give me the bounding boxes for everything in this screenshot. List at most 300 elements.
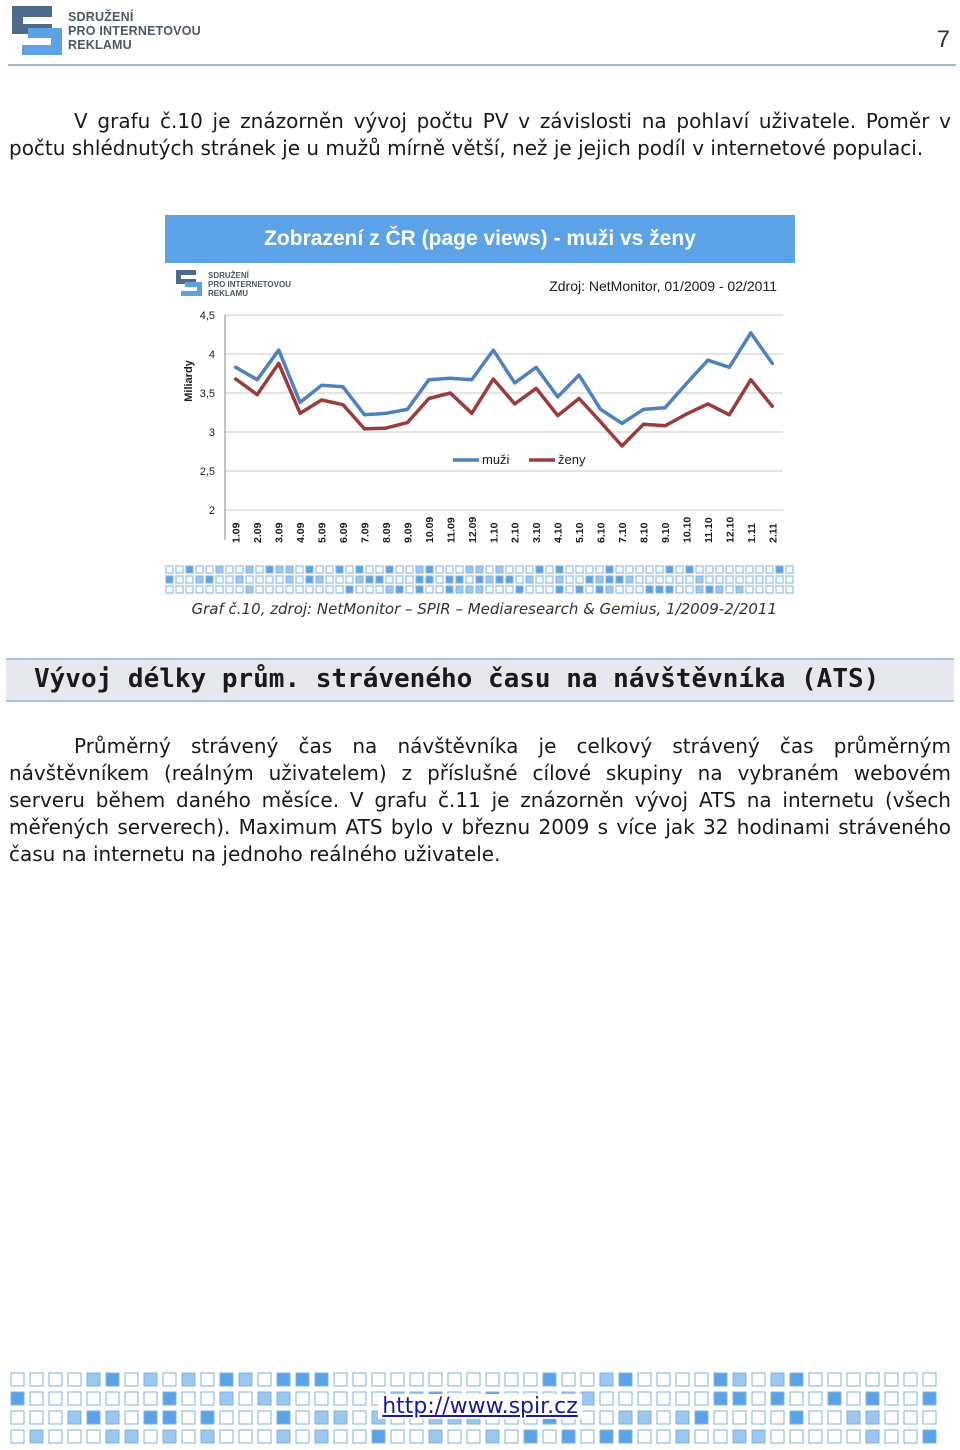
x-tick-label: 7.10	[617, 522, 630, 543]
y-tick-label: 4,5	[199, 310, 215, 322]
pattern-square	[366, 576, 373, 583]
pattern-square	[885, 1430, 898, 1443]
pattern-square	[866, 1373, 879, 1386]
pattern-square	[733, 1373, 746, 1386]
pattern-square	[828, 1373, 841, 1386]
pattern-square	[923, 1373, 936, 1386]
pattern-square	[277, 1430, 290, 1443]
pattern-square	[626, 576, 633, 583]
pattern-square	[226, 566, 233, 573]
pattern-square	[11, 1430, 24, 1443]
pattern-square	[536, 566, 543, 573]
chart-series	[235, 332, 773, 447]
pattern-square	[676, 1373, 689, 1386]
pattern-square	[220, 1373, 233, 1386]
pattern-square	[163, 1430, 176, 1443]
pattern-square	[586, 566, 593, 573]
pattern-square	[566, 586, 573, 593]
data-point	[750, 332, 752, 334]
data-point	[686, 413, 688, 415]
pattern-square	[466, 566, 473, 573]
pattern-square	[646, 586, 653, 593]
x-tick-label: 5.09	[316, 522, 329, 543]
pattern-square	[106, 1430, 119, 1443]
pattern-square	[809, 1373, 822, 1386]
data-point	[578, 398, 580, 400]
pattern-square	[566, 566, 573, 573]
pattern-square	[638, 1430, 651, 1443]
data-point	[428, 398, 430, 400]
data-point	[321, 384, 323, 386]
pattern-square	[676, 576, 683, 583]
pattern-square	[366, 566, 373, 573]
chart-legend	[453, 452, 586, 467]
pattern-square	[506, 586, 513, 593]
x-tick-label: 5.10	[574, 522, 587, 543]
pattern-square	[536, 586, 543, 593]
pattern-square	[396, 576, 403, 583]
data-point	[707, 359, 709, 361]
chart-pattern-decoration	[165, 565, 795, 595]
data-point	[492, 349, 494, 351]
pattern-square	[49, 1373, 62, 1386]
pattern-square	[336, 576, 343, 583]
pattern-square	[736, 566, 743, 573]
data-point	[686, 383, 688, 385]
pattern-square	[296, 1430, 309, 1443]
pattern-square	[756, 586, 763, 593]
data-point	[514, 403, 516, 405]
pattern-square	[616, 566, 623, 573]
pattern-square	[163, 1373, 176, 1386]
data-point	[664, 425, 666, 427]
pattern-square	[576, 566, 583, 573]
pattern-square	[786, 566, 793, 573]
pattern-square	[316, 586, 323, 593]
pattern-square	[246, 566, 253, 573]
pattern-square	[125, 1373, 138, 1386]
data-point	[364, 428, 366, 430]
data-point	[299, 402, 301, 404]
pattern-square	[246, 586, 253, 593]
pattern-square	[526, 566, 533, 573]
data-point	[471, 412, 473, 414]
pattern-square	[776, 576, 783, 583]
pattern-square	[296, 566, 303, 573]
x-tick-label: 11.09	[445, 517, 458, 543]
pattern-square	[776, 586, 783, 593]
data-point	[578, 374, 580, 376]
pattern-square	[546, 566, 553, 573]
pattern-square	[657, 1373, 670, 1386]
pattern-square	[556, 566, 563, 573]
pattern-square	[201, 1373, 214, 1386]
pattern-square	[626, 586, 633, 593]
chart-caption: Graf č.10, zdroj: NetMonitor – SPIR – Mediaresearch & Gemius, 1/2009-2/2011	[191, 600, 777, 618]
pattern-square	[326, 586, 333, 593]
pattern-square	[790, 1373, 803, 1386]
data-point	[600, 421, 602, 423]
pattern-square	[416, 586, 423, 593]
data-point	[643, 409, 645, 411]
pattern-square	[716, 586, 723, 593]
data-point	[492, 378, 494, 380]
pattern-square	[11, 1373, 24, 1386]
pattern-square	[606, 576, 613, 583]
pattern-square	[386, 586, 393, 593]
pattern-square	[562, 1373, 575, 1386]
header-divider	[8, 64, 956, 66]
chart-axes	[200, 310, 780, 543]
data-point	[771, 363, 773, 365]
pattern-square	[386, 576, 393, 583]
pattern-square	[776, 566, 783, 573]
pattern-square	[49, 1430, 62, 1443]
pattern-square	[666, 576, 673, 583]
pattern-square	[376, 566, 383, 573]
data-point	[385, 427, 387, 429]
pattern-square	[706, 586, 713, 593]
x-tick-label: 10.10	[681, 516, 694, 543]
pattern-square	[771, 1430, 784, 1443]
pattern-square	[87, 1430, 100, 1443]
data-point	[342, 404, 344, 406]
pattern-square	[446, 566, 453, 573]
data-point	[535, 366, 537, 368]
pattern-square	[276, 576, 283, 583]
logo-line-2: PRO INTERNETOVOU	[68, 24, 201, 38]
pattern-square	[586, 576, 593, 583]
pattern-square	[276, 586, 283, 593]
data-point	[278, 349, 280, 351]
pattern-square	[216, 576, 223, 583]
pattern-square	[277, 1373, 290, 1386]
legend-label: muži	[482, 452, 510, 467]
pattern-square	[600, 1373, 613, 1386]
pattern-square	[656, 586, 663, 593]
pattern-square	[346, 566, 353, 573]
pattern-square	[676, 586, 683, 593]
data-point	[621, 423, 623, 425]
pattern-square	[505, 1430, 518, 1443]
pattern-square	[336, 586, 343, 593]
pattern-square	[201, 1430, 214, 1443]
intro-paragraph-text: V grafu č.10 je znázorněn vývoj počtu PV v závislosti na pohlaví uživatele. Poměr v počtu shlédnutých stránek je u mužů mírně větší, než je jejich podíl v internetové populaci.	[9, 109, 951, 160]
pattern-square	[326, 566, 333, 573]
footer-website-link[interactable]: http://www.spir.cz	[378, 1394, 582, 1419]
data-point	[600, 409, 602, 411]
pattern-square	[306, 576, 313, 583]
pattern-square	[726, 576, 733, 583]
pattern-square	[543, 1430, 556, 1443]
pattern-square	[236, 566, 243, 573]
data-point	[664, 407, 666, 409]
pattern-square	[736, 576, 743, 583]
data-point	[299, 412, 301, 414]
data-point	[514, 382, 516, 384]
pattern-square	[746, 566, 753, 573]
data-point	[450, 392, 452, 394]
data-point	[729, 366, 731, 368]
pattern-square	[306, 566, 313, 573]
pattern-square	[436, 586, 443, 593]
pattern-square	[619, 1373, 632, 1386]
pattern-square	[505, 1373, 518, 1386]
data-point	[256, 394, 258, 396]
pattern-square	[346, 586, 353, 593]
pattern-square	[366, 586, 373, 593]
pattern-square	[372, 1373, 385, 1386]
pattern-square	[714, 1430, 727, 1443]
pattern-square	[186, 566, 193, 573]
pattern-square	[581, 1430, 594, 1443]
chart-grid	[225, 315, 783, 510]
pattern-square	[356, 576, 363, 583]
pattern-square	[196, 576, 203, 583]
pattern-square	[524, 1430, 537, 1443]
pattern-square	[396, 566, 403, 573]
pattern-square	[771, 1373, 784, 1386]
pattern-square	[616, 576, 623, 583]
pattern-square	[296, 586, 303, 593]
data-point	[321, 399, 323, 401]
x-tick-label: 2.11	[767, 523, 780, 543]
pattern-square	[196, 566, 203, 573]
pattern-square	[526, 576, 533, 583]
pattern-square	[391, 1373, 404, 1386]
pattern-square	[186, 586, 193, 593]
pattern-square	[756, 566, 763, 573]
y-tick-label: 4	[208, 349, 215, 361]
x-tick-label: 12.09	[466, 516, 479, 543]
pattern-square	[695, 1430, 708, 1443]
pattern-square	[467, 1430, 480, 1443]
legend-label: ženy	[558, 452, 586, 467]
pattern-square	[476, 576, 483, 583]
pattern-square	[666, 586, 673, 593]
pattern-square	[226, 576, 233, 583]
pattern-square	[206, 566, 213, 573]
chart-logo-line-2: PRO INTERNETOVOU	[208, 280, 291, 289]
pattern-square	[646, 566, 653, 573]
intro-paragraph	[9, 108, 951, 162]
pattern-square	[246, 576, 253, 583]
pattern-square	[752, 1373, 765, 1386]
y-tick-label: 2,5	[199, 466, 215, 478]
pattern-square	[496, 566, 503, 573]
data-point	[407, 409, 409, 411]
pattern-square	[636, 586, 643, 593]
pattern-square	[752, 1430, 765, 1443]
pattern-square	[386, 566, 393, 573]
pattern-square	[686, 566, 693, 573]
pattern-square	[467, 1373, 480, 1386]
x-tick-label: 4.10	[552, 522, 565, 543]
logo-text	[68, 10, 201, 52]
pattern-square	[220, 1430, 233, 1443]
pattern-square	[656, 566, 663, 573]
data-point	[278, 363, 280, 365]
pattern-square	[166, 576, 173, 583]
pattern-square	[726, 586, 733, 593]
pattern-square	[125, 1430, 138, 1443]
pattern-square	[636, 576, 643, 583]
pattern-square	[396, 586, 403, 593]
pattern-square	[446, 576, 453, 583]
pattern-square	[326, 576, 333, 583]
pattern-square	[353, 1373, 366, 1386]
y-tick-label: 3	[208, 427, 215, 439]
x-tick-label: 2.09	[252, 522, 265, 543]
pattern-square	[266, 566, 273, 573]
pattern-square	[316, 566, 323, 573]
pattern-square	[638, 1373, 651, 1386]
pattern-square	[406, 586, 413, 593]
x-tick-label: 2.10	[509, 522, 522, 543]
data-point	[771, 405, 773, 407]
pattern-square	[436, 576, 443, 583]
x-tick-label: 7.09	[359, 522, 372, 543]
x-tick-label: 9.10	[659, 522, 672, 543]
pattern-square	[446, 586, 453, 593]
pattern-square	[543, 1373, 556, 1386]
pattern-square	[536, 576, 543, 583]
pattern-square	[616, 586, 623, 593]
pattern-square	[466, 586, 473, 593]
pattern-square	[68, 1430, 81, 1443]
pattern-square	[416, 576, 423, 583]
pattern-square	[196, 586, 203, 593]
pattern-square	[166, 566, 173, 573]
pattern-square	[506, 576, 513, 583]
pattern-square	[786, 586, 793, 593]
pattern-square	[923, 1430, 936, 1443]
pattern-square	[606, 566, 613, 573]
data-point	[621, 445, 623, 447]
pattern-square	[885, 1373, 898, 1386]
pattern-square	[258, 1430, 271, 1443]
pattern-square	[356, 566, 363, 573]
pattern-square	[676, 566, 683, 573]
pattern-square	[436, 566, 443, 573]
data-point	[235, 366, 237, 368]
pattern-square	[276, 566, 283, 573]
pattern-square	[619, 1430, 632, 1443]
data-point	[364, 414, 366, 416]
pattern-square	[266, 586, 273, 593]
pattern-square	[636, 566, 643, 573]
pattern-square	[334, 1373, 347, 1386]
pattern-square	[486, 576, 493, 583]
pattern-square	[706, 566, 713, 573]
pattern-square	[336, 566, 343, 573]
pattern-square	[496, 586, 503, 593]
pattern-square	[766, 586, 773, 593]
pattern-square	[656, 576, 663, 583]
pattern-square	[714, 1373, 727, 1386]
y-tick-label: 2	[208, 505, 215, 517]
pattern-square	[524, 1373, 537, 1386]
pattern-square	[176, 576, 183, 583]
pattern-square	[256, 566, 263, 573]
pattern-square	[904, 1430, 917, 1443]
chart-logo-line-3: REKLAMU	[208, 289, 248, 298]
chart-logo	[176, 270, 291, 298]
data-point	[471, 379, 473, 381]
spir-logo-icon	[10, 4, 66, 58]
pattern-square	[315, 1430, 328, 1443]
data-point	[342, 386, 344, 388]
data-point	[557, 396, 559, 398]
pattern-square	[296, 1373, 309, 1386]
pattern-square	[429, 1373, 442, 1386]
data-point	[428, 379, 430, 381]
pattern-square	[356, 586, 363, 593]
pattern-square	[296, 576, 303, 583]
pattern-square	[256, 586, 263, 593]
pattern-square	[182, 1373, 195, 1386]
pattern-square	[516, 576, 523, 583]
pattern-square	[726, 566, 733, 573]
pattern-square	[426, 586, 433, 593]
pattern-square	[486, 566, 493, 573]
pattern-square	[596, 576, 603, 583]
data-point	[385, 412, 387, 414]
data-point	[407, 422, 409, 424]
data-point	[535, 388, 537, 390]
pattern-square	[476, 586, 483, 593]
pattern-square	[87, 1373, 100, 1386]
pattern-square	[866, 1430, 879, 1443]
pattern-square	[581, 1373, 594, 1386]
pattern-square	[410, 1430, 423, 1443]
chart-ylabel: Miliardy	[183, 360, 195, 402]
pattern-square	[456, 586, 463, 593]
spir-logo	[10, 4, 210, 58]
pattern-square	[391, 1430, 404, 1443]
x-tick-label: 3.09	[273, 522, 286, 543]
pattern-square	[286, 566, 293, 573]
pattern-square	[695, 1373, 708, 1386]
x-tick-label: 4.09	[295, 522, 308, 543]
body-paragraph-text: Průměrný strávený čas na návštěvníka je celkový strávený čas průměrným návštěvníkem (reálným uživatelem) z příslušné cílové skupiny na vybraném webovém serveru během daného měsíce. V grafu č.11 je znázorněn vývoj ATS na internetu (všech měřených serverech). Maximum ATS bylo v březnu 2009 s více jak 32 hodinami stráveného času na internetu na jednoho reálného uživatele.	[9, 734, 951, 866]
pattern-square	[456, 566, 463, 573]
pattern-square	[206, 576, 213, 583]
pattern-square	[176, 566, 183, 573]
pattern-square	[606, 586, 613, 593]
y-tick-label: 3,5	[199, 388, 215, 400]
pattern-square	[106, 1373, 119, 1386]
chart-logo-line-1: SDRUŽENÍ	[208, 271, 249, 280]
pattern-square	[456, 576, 463, 583]
x-tick-label: 12.10	[724, 516, 737, 543]
pattern-square	[144, 1430, 157, 1443]
pattern-square	[566, 576, 573, 583]
logo-line-3: REKLAMU	[68, 38, 132, 52]
pattern-square	[596, 586, 603, 593]
footer	[0, 1394, 960, 1419]
pattern-square	[546, 576, 553, 583]
pattern-square	[526, 586, 533, 593]
x-tick-label: 8.09	[380, 522, 393, 543]
pattern-square	[716, 576, 723, 583]
pattern-square	[516, 566, 523, 573]
pattern-square	[546, 586, 553, 593]
pattern-square	[746, 586, 753, 593]
pattern-square	[562, 1430, 575, 1443]
pattern-square	[315, 1373, 328, 1386]
pattern-square	[186, 576, 193, 583]
